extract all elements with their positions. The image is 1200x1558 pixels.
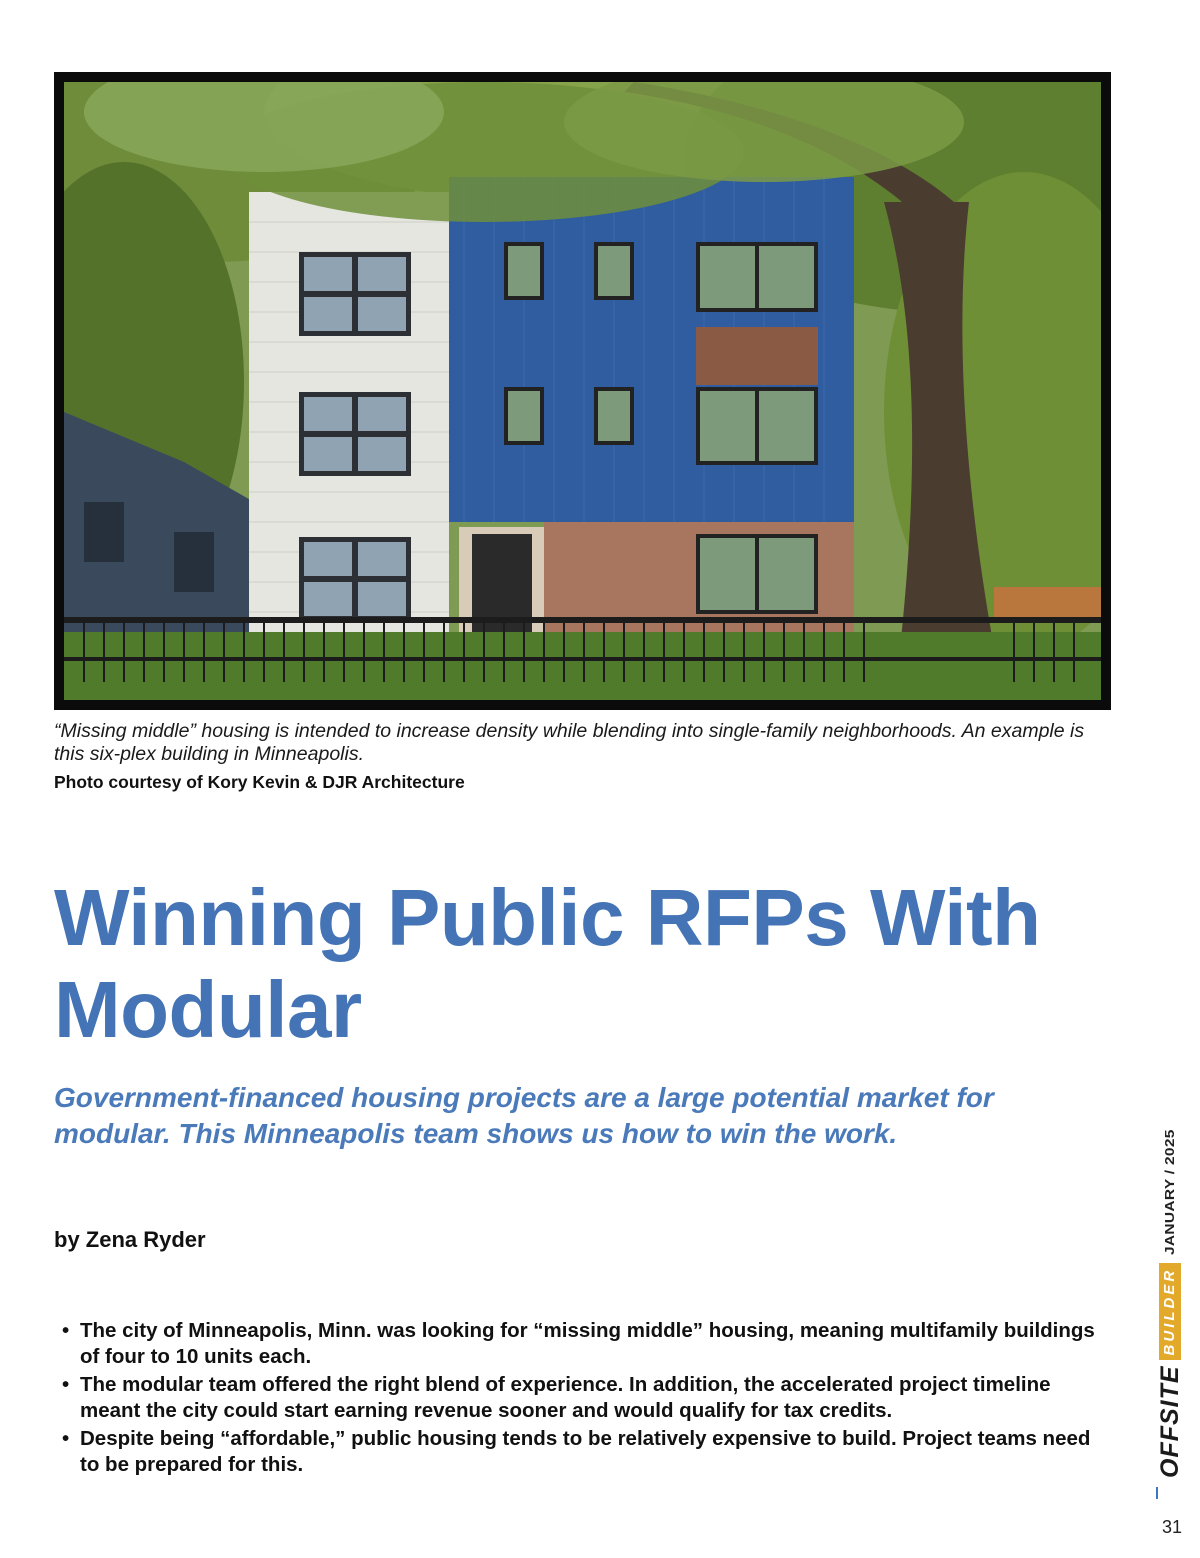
byline: by Zena Ryder — [54, 1227, 206, 1252]
key-point — [62, 1318, 1112, 1370]
article-deck: Government-financed housing projects are a large potential market for modular. This Minneapolis team shows us how to win the work. — [54, 1082, 994, 1149]
bullet-marker: • — [62, 1427, 70, 1450]
key-point — [62, 1372, 1112, 1424]
key-points-list — [62, 1318, 1112, 1480]
magazine-logo — [1156, 1263, 1184, 1478]
sidebar-rule — [1156, 1487, 1158, 1499]
photo-credit: Photo courtesy of Kory Kevin & DJR Architecture — [54, 772, 465, 792]
key-point-text: The modular team offered the right blend of experience. In addition, the accelerated project timeline meant the city could start earning revenue sooner and would qualify for tax credits. — [80, 1373, 1051, 1422]
article-headline — [54, 872, 1134, 1056]
bullet-marker: • — [62, 1373, 70, 1396]
key-point-text: Despite being “affordable,” public housing tends to be relatively expensive to build. Project teams need to be prepared for this. — [80, 1427, 1091, 1476]
key-point — [62, 1426, 1112, 1478]
photo-caption: “Missing middle” housing is intended to increase density while blending into single-family neighborhoods. An example is this six-plex building in Minneapolis. — [54, 720, 1085, 765]
logo-builder: BUILDER — [1159, 1263, 1181, 1361]
key-point-text: The city of Minneapolis, Minn. was looking for “missing middle” housing, meaning multifamily buildings of four to 10 units each. — [80, 1319, 1095, 1368]
article-photo — [54, 72, 1111, 710]
headline-line-1: Winning Public RFPs With — [54, 873, 1041, 962]
headline-line-2: Modular — [54, 965, 362, 1054]
page-number: 31 — [1162, 1517, 1183, 1537]
bullet-marker: • — [62, 1319, 70, 1342]
issue-date: JANUARY / 2025 — [1163, 1129, 1178, 1255]
building-photo — [64, 82, 1101, 700]
logo-offsite: OFFSITE — [1156, 1365, 1184, 1478]
